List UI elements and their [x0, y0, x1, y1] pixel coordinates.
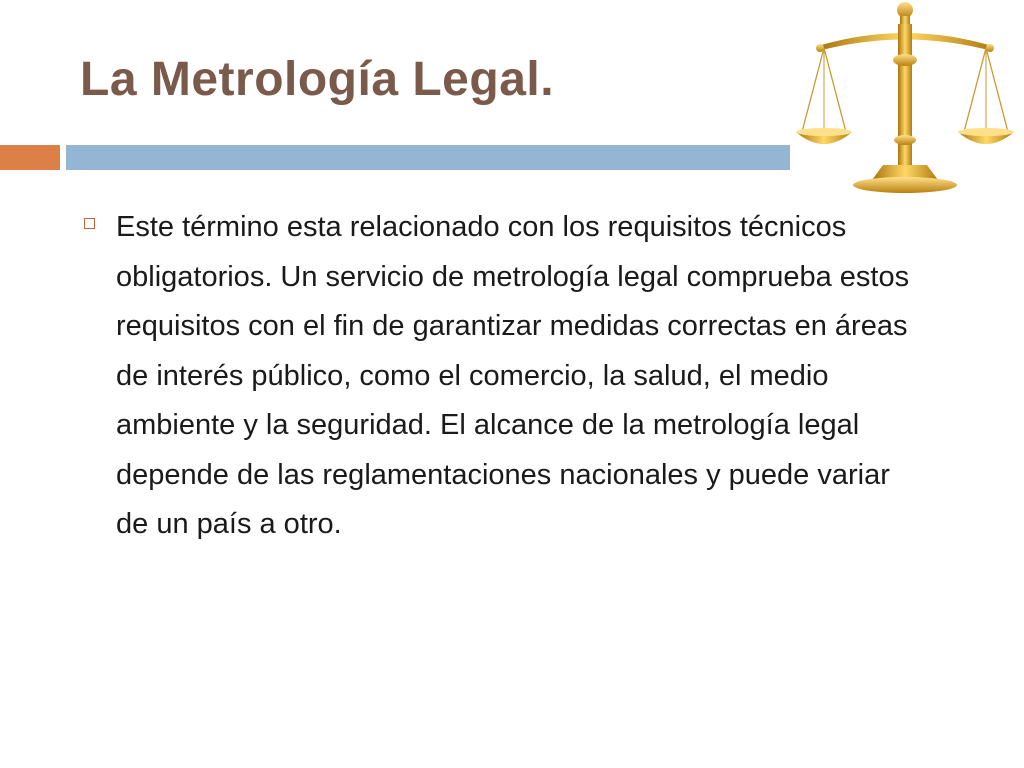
bullet-square-icon	[84, 218, 95, 229]
bullet-text: Este término esta relacionado con los requisitos técnicos obligatorios. Un servicio de metrología legal comprueba estos requisitos con el fin de garantizar medidas correctas en áreas de interés público, como el comercio, la salud, el medio ambiente y la seguridad. El alcance de la metrología legal depende de las reglamentaciones nacionales y puede variar de un país a otro.	[116, 211, 910, 540]
balance-scale-icon	[788, 0, 1024, 200]
accent-bar-orange	[0, 145, 60, 170]
accent-bar-blue	[66, 145, 790, 170]
slide-title: La Metrología Legal.	[80, 53, 555, 106]
